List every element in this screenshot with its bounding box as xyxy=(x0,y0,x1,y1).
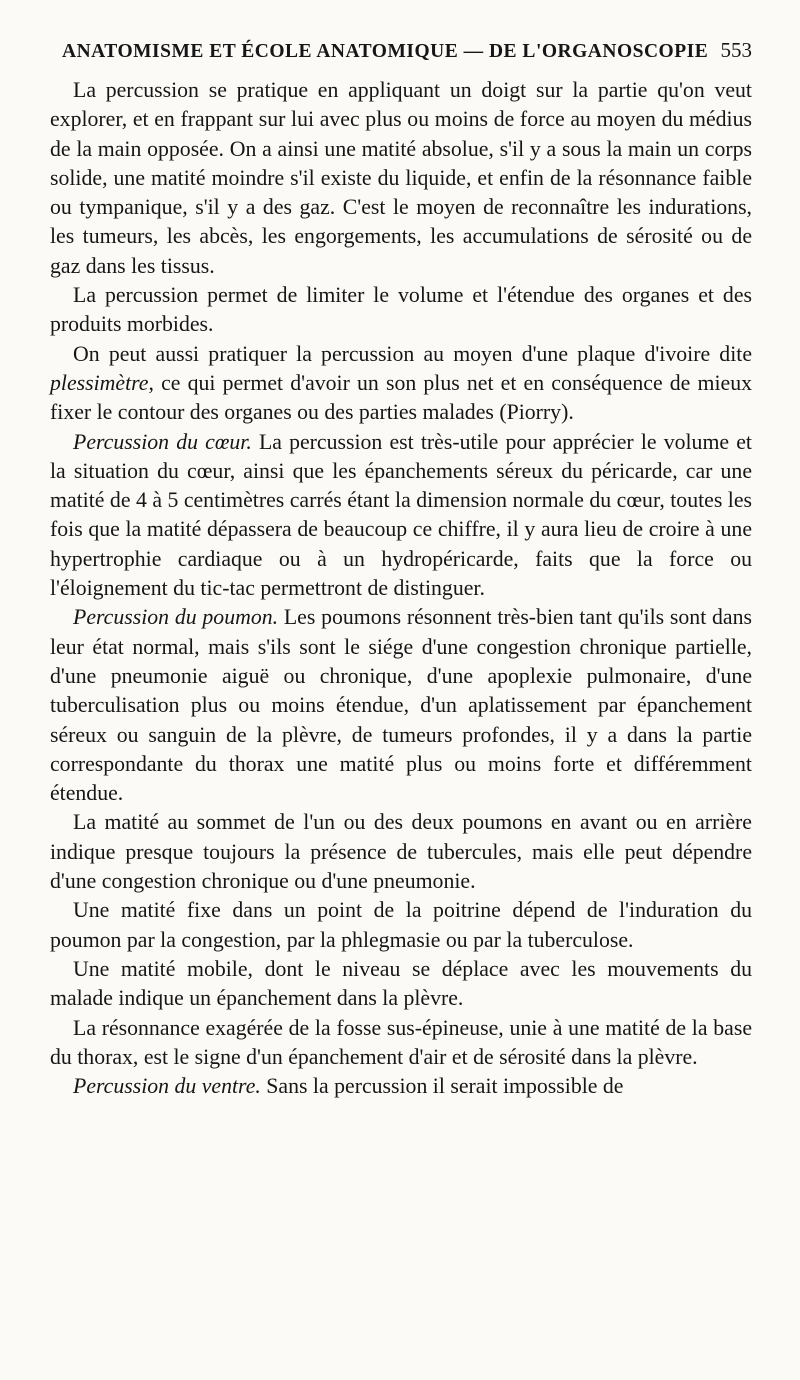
section-heading-ventre: Percussion du ventre. xyxy=(73,1074,261,1099)
paragraph-resonnance: La résonnance exagérée de la fosse sus-épineuse, unie à une matité de la base du thorax, est le signe d'un épanchement d'air et de sérosité dans la plèvre. xyxy=(50,1015,752,1069)
paragraph-percussion-poumon: Percussion du poumon. Les poumons résonnent très-bien tant qu'ils sont dans leur état normal, mais s'ils sont le siége d'une congestion chronique partielle, d'une pneumonie aiguë ou chronique, d'une apoplexie pulmonaire, d'une tuberculisation plus ou moins étendue, d'un aplatissement par épanchement séreux ou sanguin de la plèvre, de tumeurs profondes, il y a dans la partie correspondante du thorax une matité plus ou moins forte et différemment étendue. xyxy=(50,605,752,806)
section-heading-coeur: Percussion du cœur. xyxy=(73,429,252,454)
paragraph-matite-fixe: Une matité fixe dans un point de la poitrine dépend de l'induration du poumon par la congestion, par la phlegmasie ou par la tuberculose. xyxy=(50,898,752,952)
running-head: ANATOMISME ET ÉCOLE ANATOMIQUE — DE L'ORGANOSCOPIE xyxy=(62,41,709,62)
paragraph-percussion-ventre: Percussion du ventre. Sans la percussion il serait impossible de xyxy=(73,1074,624,1099)
paragraph-percussion-coeur: Percussion du cœur. La percussion est très-utile pour apprécier le volume et la situation du cœur, ainsi que les épanchements séreux du péricarde, car une matité de 4 à 5 centimètres carrés étant la dimension normale du cœur, toutes les fois que la matité dépassera de beaucoup ce chiffre, il y aura lieu de croire à une hypertrophie cardiaque ou à un hydropéricarde, faits que la force ou l'éloignement du tic-tac permettront de distinguer. xyxy=(50,429,752,601)
paragraph-plessimetre: On peut aussi pratiquer la percussion au moyen d'une plaque d'ivoire dite plessimètre, ce qui permet d'avoir un son plus net et en conséquence de mieux fixer le contour des organes ou des parties malades (Piorry). xyxy=(50,341,752,425)
term-plessimetre: plessimètre xyxy=(50,370,149,395)
paragraph-matite-mobile: Une matité mobile, dont le niveau se déplace avec les mouvements du malade indique un épanchement dans la plèvre. xyxy=(50,956,752,1011)
page-number: 553 xyxy=(720,38,752,62)
paragraph-percussion-limits: La percussion permet de limiter le volume et l'étendue des organes et des produits morbides. xyxy=(50,283,752,337)
page-header xyxy=(62,38,752,63)
text-body xyxy=(50,76,752,1101)
section-heading-poumon: Percussion du poumon. xyxy=(73,605,279,630)
paragraph-matite-sommet: La matité au sommet de l'un ou des deux poumons en avant ou en arrière indique presque toujours la présence de tubercules, mais elle peut dépendre d'une congestion chronique ou d'une pneumonie. xyxy=(50,810,752,894)
paragraph-percussion-technique: La percussion se pratique en appliquant un doigt sur la partie qu'on veut explorer, et en frappant sur lui avec plus ou moins de force au moyen du médius de la main opposée. On a ainsi une matité absolue, s'il y a sous la main un corps solide, une matité moindre s'il existe du liquide, et enfin de la résonnance faible ou tympanique, s'il y a des gaz. C'est le moyen de reconnaître les indurations, les tumeurs, les abcès, les engorgements, les accumulations de sérosité ou de gaz dans les tissus. xyxy=(50,78,752,278)
